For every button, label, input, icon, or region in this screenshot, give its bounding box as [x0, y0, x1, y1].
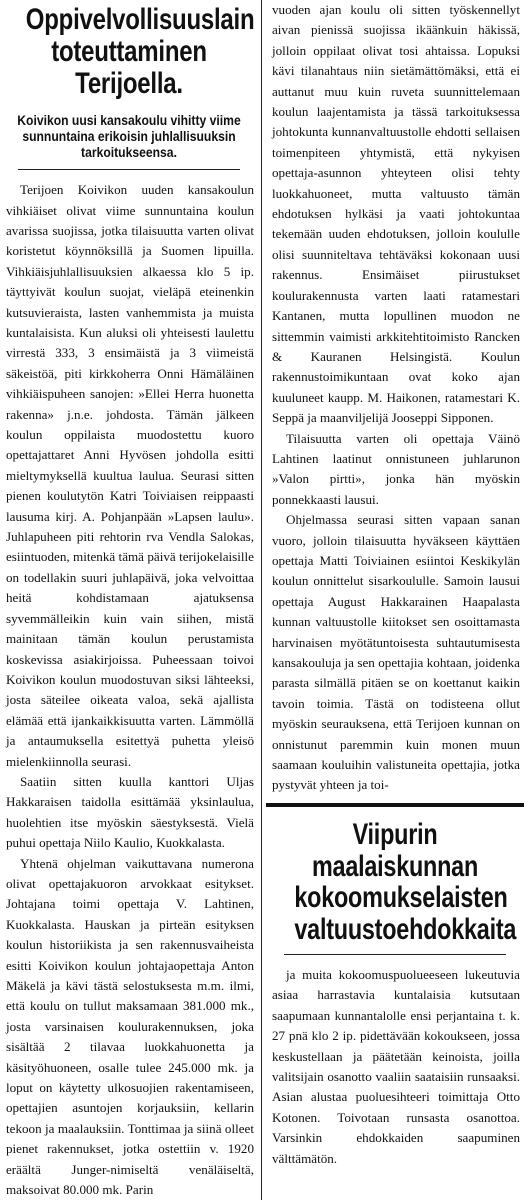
- article-separator: [266, 803, 524, 807]
- article-paragraph: Ohjelmassa seurasi sitten vapaan sanan vuoro, jolloin tilaisuutta hyväkseen käyttäen opettaja Matti Toiviainen esiintoi Keskikylän koulun onnittelut sisarkoululle. Samoin lausui opettaja August Hakkarainen Haapalasta kunnan valtuustolle kiitokset sen osoittamasta harvinaisen myötätuntoisesta suhtautumisesta kansakouluja ja sen opettajia kohtaan, joidenka parasta silmällä pitäen se on koettanut kaikin tavoin toimia. Tästä on todisteena ollut myöskin seurauksena, että Terijoen kunnan on onnistunut paremmin kuin monen muun saamaan kouluihin valistuneita opettajia, jotka pystyvät yhteen ja toi-: [272, 512, 520, 793]
- column-divider: [261, 0, 262, 1200]
- article-paragraph: Yhtenä ohjelman vaikuttavana numerona olivat opettajakuoron arvokkaat esitykset. Johtajana toimi opettaja V. Lahtinen, Kuokkalasta. Hauskan ja pirteän esityksen koulun historiikista ja sen rakennusvaiheista esitti Koivikon koulun johtajaopettaja Anton Mäkelä ja kävi tästä selostuksesta m.m. ilmi, että koulu on tullut maksamaan 381.000 mk., josta varsinaisen koulurakennuksen, joka sisältää 2 tilavaa luokkahuonetta ja käsityöhuoneen, osalle tulee 245.000 mk. ja loput on käytetty ulkosuojien rakentamiseen, opettajien asuntojen korjauksiin, kellarin tekoon ja maalauksiin. Tonttimaa ja siinä olleet pienet rakennukset, jotka ostettiin v. 1920 eräältä Junger-nimiseltä venäläiseltä, maksoivat 80.000 mk. Parin: [6, 855, 254, 1198]
- article-paragraph: Saatiin sitten kuulla kanttori Uljas Hakkaraisen taidolla esittämää yksinlaulua, huolehtien itse myöskin säestyksestä. Vielä puhui opettaja Niilo Kaulio, Kuokkalasta.: [6, 773, 254, 851]
- right-column: [266, 0, 524, 1169]
- article-paragraph: ja muita kokoomuspuolueeseen lukeutuvia asiaa harrastavia kuntalaisia kutsutaan saapumaan kunnantalolle ensi perjantaina t. k. 27 pnä klo 2 ip. pidettävään kokoukseen, jossa keskustellaan ja päätetään keinoista, joilla valitsijain osanotto vaaliin saataisiin runsaaksi. Asian alustaa puoluesihteeri toimittaja Otto Kotonen. Toivotaan runsasta osanottoa. Varsinkin ehdokkaiden saapuminen välttämätön.: [272, 967, 520, 1166]
- article-headline: Oppivelvollisuuslain toteuttaminen Terijoella.: [25, 3, 255, 100]
- headline-divider: [18, 169, 240, 170]
- article-paragraph: Terijoen Koivikon uuden kansakoulun vihkiäiset olivat viime sunnuntaina koulun avarissa suojissa, jotka tilaisuutta varten olivat koristetut köynnöksillä ja Suomen lipuilla. Vihkiäisjuhlallisuuksien alkaessa klo 5 ip. täyttyivät koulun suojat, vieläpä eteinenkin kutsuvieraista, lasten vanhemmista ja muista kuntalaisista. Kun aluksi oli yhteisesti laulettu virrestä 333, 3 ensimäistä ja 3 viimeistä säkeistöä, piti kirkkoherra Onni Hämäläinen vihkiäispuheen sanojen: »Ellei Herra huonetta rakenna» j.n.e. johdosta. Tämän jälkeen koulun oppilaista muodostettu kuoro opettajattaret Anni Hyvösen johdolla esitti mieltymyksellä kuultua laulua. Seurasi sitten pienen koulutytön Katri Toiviaisen reippaasti lausuma kirj. A. Pohjanpään »Lapsen laulu». Juhlapuheen piti rehtorin rva Vendla Salokas, esiintuoden, mitenkä tämä päivä terijokelaisille on todellakin suuri juhlapäivä, joka velvoittaa heitä kohdistamaan ajatuksensa syvemmälleikin kuin vain siihen, mistä mainitaan tämän koulun perustamista koskevissa asiakirjoissa. Puheessaan toivoi Koivikon koulun muodostuvan siksi lähteeksi, josta säteilee oikeata valoa, sekä ajallista elämää että ijankaikkisuutta varten. Lämmöllä ja antaumuksella esitettyä puhetta yleisö mielenkiinnolla seurasi.: [6, 182, 254, 769]
- article-paragraph: Tilaisuutta varten oli opettaja Väinö Lahtinen laatinut onnistuneen juhlarunon »Valon pirtti», jonka hän myöskin ponnekkaasti lausui.: [272, 430, 520, 507]
- article-headline: Viipurin maalaiskunnan kokoomukselaisten valtuustoehdokkaita: [294, 817, 517, 947]
- article-subheadline: Koivikon uusi kansakoulu vihitty viime sunnuntaina erikoisin juhlallisuuksin tarkoitukseensa.: [17, 113, 241, 161]
- headline-divider: [284, 954, 506, 955]
- left-column: [0, 0, 258, 1200]
- article-paragraph: vuoden ajan koulu oli sitten työskennellyt aivan pienissä suojissa ikäänkuin häkissä, jolloin oppilaat olivat tosi ahtaissa. Lopuksi kävi tilanahtaus niin sietämättömäksi, että ei auttanut muu kuin ruveta suunnittelemaan koulun laajentamista ja tässä tarkoituksessa johtokunta kunnanvaltuustolle ehdotti sellaisen toimenpiteen yhtymistä, että nykyisen opettaja-asunnon yhteyteen olisi tehty luokkahuoneet, mutta valtuusto tämän ehdotuksen hylkäsi ja vaati johtokuntaa tekemään uuden ehdotuksen, jolloin koululle olisi suunniteltava tehtäväksi kokonaan uusi rakennus. Ensimäiset piirustukset koulurakennusta varten laati ratamestari Kantanen, mutta lopullinen muodon ne sittemmin vaimisti arkkitehtitoimisto Rancken & Kauranen Helsingistä. Koulun rakennustoimikuntaan ovat koko ajan kuuluneet kaupp. M. Haikonen, ratamestari K. Seppä ja maanviljelijä Jooseppi Sipponen.: [272, 2, 520, 426]
